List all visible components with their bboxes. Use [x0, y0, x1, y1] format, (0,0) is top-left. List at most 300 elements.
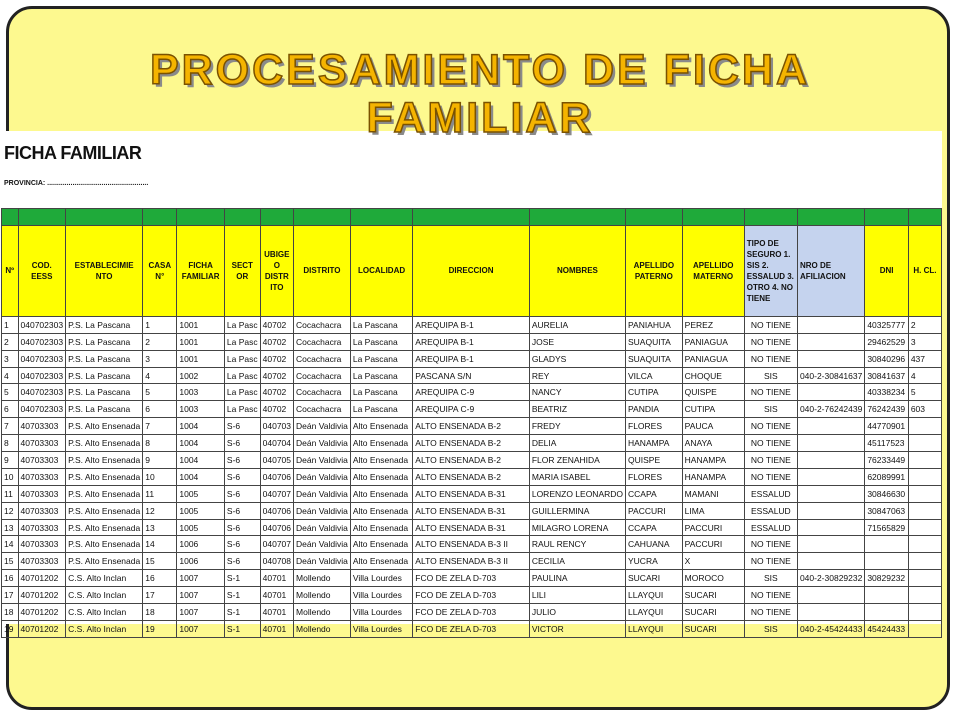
table-cell: PANIAGUA	[682, 350, 744, 367]
table-cell	[797, 587, 864, 604]
table-cell: LLAYQUI	[626, 587, 683, 604]
table-cell: 1	[143, 316, 177, 333]
table-cell: FCO DE ZELA D-703	[413, 587, 530, 604]
table-cell: GUILLERMINA	[529, 502, 625, 519]
table-cell: 11	[2, 485, 19, 502]
table-cell: 29462529	[865, 333, 909, 350]
table-cell: Deán Valdivia	[294, 502, 351, 519]
table-cell: AREQUIPA B-1	[413, 333, 530, 350]
column-header: COD. EESS	[18, 225, 66, 316]
ficha-table	[1, 208, 942, 638]
table-cell	[797, 519, 864, 536]
table-row	[2, 418, 942, 435]
table-cell: P.S. La Pascana	[66, 350, 143, 367]
table-cell	[865, 553, 909, 570]
table-cell: 19	[143, 620, 177, 637]
table-cell: JOSE	[529, 333, 625, 350]
table-cell: P.S. Alto Ensenada	[66, 435, 143, 452]
column-header: UBIGE O DISTR ITO	[260, 225, 293, 316]
column-header: DIRECCION	[413, 225, 530, 316]
table-cell: 040702303	[18, 384, 66, 401]
table-cell: BEATRIZ	[529, 401, 625, 418]
table-cell: CAHUANA	[626, 536, 683, 553]
table-row	[2, 401, 942, 418]
table-cell: 040706	[260, 468, 293, 485]
table-cell: 40701202	[18, 620, 66, 637]
table-cell: La Pascana	[350, 401, 412, 418]
table-cell: ALTO ENSENADA B-31	[413, 502, 530, 519]
table-row	[2, 350, 942, 367]
column-header: DISTRITO	[294, 225, 351, 316]
table-cell: ALTO ENSENADA B-2	[413, 452, 530, 469]
spreadsheet-image	[0, 131, 942, 634]
table-cell: Alto Ensenada	[350, 485, 412, 502]
slide-title-line-2: FAMILIAR	[366, 94, 594, 142]
table-cell: P.S. Alto Ensenada	[66, 553, 143, 570]
header-band-cell	[224, 209, 260, 226]
table-cell: SIS	[744, 401, 797, 418]
table-cell: ALTO ENSENADA B-31	[413, 519, 530, 536]
table-cell: 12	[2, 502, 19, 519]
table-cell: P.S. Alto Ensenada	[66, 418, 143, 435]
table-cell: LORENZO LEONARDO	[529, 485, 625, 502]
table-cell: 1007	[177, 620, 225, 637]
table-row	[2, 333, 942, 350]
column-header: APELLIDO PATERNO	[626, 225, 683, 316]
table-cell: NO TIENE	[744, 536, 797, 553]
table-cell: 7	[143, 418, 177, 435]
table-cell: SUCARI	[682, 587, 744, 604]
column-header: NOMBRES	[529, 225, 625, 316]
table-cell: 40338234	[865, 384, 909, 401]
table-cell: S-6	[224, 553, 260, 570]
table-cell: 16	[2, 570, 19, 587]
table-cell: Alto Ensenada	[350, 553, 412, 570]
table-cell: 1004	[177, 468, 225, 485]
table-cell: 1002	[177, 367, 225, 384]
table-cell: 40702	[260, 350, 293, 367]
table-cell: SIS	[744, 620, 797, 637]
table-cell: 14	[143, 536, 177, 553]
table-cell: 1005	[177, 485, 225, 502]
table-cell: ALTO ENSENADA B-3 II	[413, 553, 530, 570]
table-cell: S-1	[224, 587, 260, 604]
table-cell: 4	[908, 367, 941, 384]
table-cell: 1001	[177, 333, 225, 350]
table-cell	[908, 620, 941, 637]
table-cell: La Pasc	[224, 350, 260, 367]
table-cell: La Pasc	[224, 401, 260, 418]
table-cell	[908, 570, 941, 587]
table-cell: 603	[908, 401, 941, 418]
table-cell: NO TIENE	[744, 384, 797, 401]
table-cell: 2	[2, 333, 19, 350]
table-cell: PAUCA	[682, 418, 744, 435]
table-cell: 40702	[260, 316, 293, 333]
table-cell: S-6	[224, 435, 260, 452]
table-cell	[908, 587, 941, 604]
table-cell: 30846630	[865, 485, 909, 502]
table-cell: 040702303	[18, 401, 66, 418]
table-cell: Deán Valdivia	[294, 485, 351, 502]
table-cell: PACCURI	[626, 502, 683, 519]
table-row	[2, 553, 942, 570]
table-cell	[797, 435, 864, 452]
table-cell	[865, 536, 909, 553]
table-cell: FCO DE ZELA D-703	[413, 604, 530, 621]
table-cell: S-6	[224, 502, 260, 519]
table-cell: La Pascana	[350, 367, 412, 384]
table-cell: YUCRA	[626, 553, 683, 570]
header-band-cell	[413, 209, 530, 226]
table-cell: 040703	[260, 418, 293, 435]
table-cell: 040706	[260, 502, 293, 519]
table-cell: 40702	[260, 384, 293, 401]
table-cell: 40703303	[18, 519, 66, 536]
table-cell: 10	[143, 468, 177, 485]
table-cell: 1001	[177, 316, 225, 333]
table-cell: CCAPA	[626, 519, 683, 536]
column-header: ESTABLECIMIE NTO	[66, 225, 143, 316]
header-band-cell	[177, 209, 225, 226]
table-cell: S-6	[224, 468, 260, 485]
table-cell: CUTIPA	[682, 401, 744, 418]
header-band	[2, 209, 942, 226]
table-cell: 040706	[260, 519, 293, 536]
table-cell: 30847063	[865, 502, 909, 519]
table-cell: 040702303	[18, 333, 66, 350]
table-cell: 18	[143, 604, 177, 621]
table-cell: 9	[2, 452, 19, 469]
table-cell: 437	[908, 350, 941, 367]
table-cell: PEREZ	[682, 316, 744, 333]
header-band-cell	[744, 209, 797, 226]
table-cell: 45117523	[865, 435, 909, 452]
table-row	[2, 367, 942, 384]
table-cell: HANAMPA	[626, 435, 683, 452]
table-cell: 5	[143, 384, 177, 401]
table-cell: CECILIA	[529, 553, 625, 570]
table-cell: SUAQUITA	[626, 333, 683, 350]
table-cell: VILCA	[626, 367, 683, 384]
table-cell: 1007	[177, 587, 225, 604]
table-cell: NO TIENE	[744, 350, 797, 367]
table-cell: 40701202	[18, 587, 66, 604]
table-cell: 15	[143, 553, 177, 570]
table-cell: 040702303	[18, 316, 66, 333]
table-cell: Alto Ensenada	[350, 519, 412, 536]
table-cell: 10	[2, 468, 19, 485]
table-cell: LIMA	[682, 502, 744, 519]
table-cell: PACCURI	[682, 519, 744, 536]
table-cell: LILI	[529, 587, 625, 604]
table-cell: S-1	[224, 620, 260, 637]
table-cell: 17	[2, 587, 19, 604]
table-cell: C.S. Alto Inclan	[66, 620, 143, 637]
table-cell: SUCARI	[626, 570, 683, 587]
column-header: H. CL.	[908, 225, 941, 316]
table-cell: Deán Valdivia	[294, 519, 351, 536]
table-cell	[908, 418, 941, 435]
table-cell: 40701	[260, 587, 293, 604]
table-cell: PAULINA	[529, 570, 625, 587]
column-header: LOCALIDAD	[350, 225, 412, 316]
table-cell: 44770901	[865, 418, 909, 435]
table-cell: 040705	[260, 452, 293, 469]
header-row	[2, 225, 942, 316]
table-cell: C.S. Alto Inclan	[66, 570, 143, 587]
table-cell: 40702	[260, 367, 293, 384]
table-row	[2, 620, 942, 637]
table-cell: La Pascana	[350, 350, 412, 367]
table-cell: Cocachacra	[294, 367, 351, 384]
table-cell: QUISPE	[682, 384, 744, 401]
table-cell: 6	[143, 401, 177, 418]
table-cell: Alto Ensenada	[350, 536, 412, 553]
table-cell: ALTO ENSENADA B-2	[413, 468, 530, 485]
sheet-province-line: PROVINCIA: ....................................................	[4, 180, 149, 187]
column-header: TIPO DE SEGURO 1. SIS 2. ESSALUD 3. OTRO 4. NO TIENE	[744, 225, 797, 316]
table-cell: Cocachacra	[294, 401, 351, 418]
table-cell: Cocachacra	[294, 350, 351, 367]
table-cell: SUCARI	[682, 620, 744, 637]
table-cell: ALTO ENSENADA B-31	[413, 485, 530, 502]
table-cell: 18	[2, 604, 19, 621]
header-band-cell	[865, 209, 909, 226]
table-cell: HANAMPA	[682, 452, 744, 469]
table-cell	[908, 485, 941, 502]
table-cell: 40701	[260, 604, 293, 621]
table-cell: SIS	[744, 570, 797, 587]
table-cell: JULIO	[529, 604, 625, 621]
table-cell: 1	[2, 316, 19, 333]
table-cell: 1003	[177, 401, 225, 418]
table-cell: MILAGRO LORENA	[529, 519, 625, 536]
table-cell: Mollendo	[294, 620, 351, 637]
table-cell: NO TIENE	[744, 452, 797, 469]
table-cell: FCO DE ZELA D-703	[413, 620, 530, 637]
table-cell: 040707	[260, 485, 293, 502]
table-cell: ALTO ENSENADA B-2	[413, 435, 530, 452]
table-cell: 76242439	[865, 401, 909, 418]
table-cell	[797, 384, 864, 401]
table-cell: Deán Valdivia	[294, 553, 351, 570]
table-cell: Alto Ensenada	[350, 502, 412, 519]
table-cell: 13	[143, 519, 177, 536]
header-band-cell	[682, 209, 744, 226]
column-header: Nº	[2, 225, 19, 316]
table-cell: 76233449	[865, 452, 909, 469]
table-cell: FCO DE ZELA D-703	[413, 570, 530, 587]
table-row	[2, 587, 942, 604]
table-cell: C.S. Alto Inclan	[66, 587, 143, 604]
table-cell: 040702303	[18, 350, 66, 367]
table-cell: 1006	[177, 553, 225, 570]
table-cell: 62089991	[865, 468, 909, 485]
table-cell: Cocachacra	[294, 384, 351, 401]
table-cell: P.S. La Pascana	[66, 401, 143, 418]
table-cell: 1007	[177, 604, 225, 621]
table-cell	[797, 485, 864, 502]
header-band-cell	[529, 209, 625, 226]
header-band-cell	[350, 209, 412, 226]
table-cell: NANCY	[529, 384, 625, 401]
table-cell	[797, 418, 864, 435]
table-cell: 040-2-76242439	[797, 401, 864, 418]
table-row	[2, 452, 942, 469]
table-cell: 040704	[260, 435, 293, 452]
column-header: NRO DE AFILIACION	[797, 225, 864, 316]
table-cell: La Pasc	[224, 384, 260, 401]
table-cell: NO TIENE	[744, 316, 797, 333]
table-cell: PANDIA	[626, 401, 683, 418]
table-cell: CUTIPA	[626, 384, 683, 401]
table-cell: FLORES	[626, 468, 683, 485]
table-cell	[908, 553, 941, 570]
table-cell: SIS	[744, 367, 797, 384]
table-cell: 40701202	[18, 604, 66, 621]
table-cell: 1003	[177, 384, 225, 401]
table-cell: Villa Lourdes	[350, 587, 412, 604]
table-row	[2, 485, 942, 502]
table-cell	[908, 452, 941, 469]
table-cell: NO TIENE	[744, 604, 797, 621]
table-cell: S-6	[224, 485, 260, 502]
table-cell	[797, 350, 864, 367]
table-cell: P.S. Alto Ensenada	[66, 536, 143, 553]
table-cell: 40325777	[865, 316, 909, 333]
table-cell: 17	[143, 587, 177, 604]
column-header: APELLIDO MATERNO	[682, 225, 744, 316]
table-cell: SUAQUITA	[626, 350, 683, 367]
table-cell: 6	[2, 401, 19, 418]
table-cell: P.S. La Pascana	[66, 384, 143, 401]
table-cell: S-6	[224, 452, 260, 469]
table-cell	[797, 604, 864, 621]
table-cell: 1001	[177, 350, 225, 367]
table-cell: QUISPE	[626, 452, 683, 469]
table-cell: La Pascana	[350, 316, 412, 333]
header-band-cell	[797, 209, 864, 226]
table-row	[2, 570, 942, 587]
table-cell: ESSALUD	[744, 502, 797, 519]
table-cell: FREDY	[529, 418, 625, 435]
table-cell: NO TIENE	[744, 553, 797, 570]
table-row	[2, 604, 942, 621]
table-cell	[797, 316, 864, 333]
table-cell: S-6	[224, 418, 260, 435]
table-cell: X	[682, 553, 744, 570]
table-cell: Alto Ensenada	[350, 468, 412, 485]
table-cell: 12	[143, 502, 177, 519]
table-cell: AREQUIPA C-9	[413, 384, 530, 401]
table-cell: PASCANA S/N	[413, 367, 530, 384]
table-cell: 3	[908, 333, 941, 350]
table-cell: P.S. La Pascana	[66, 333, 143, 350]
table-row	[2, 468, 942, 485]
table-cell: PANIAHUA	[626, 316, 683, 333]
table-cell: 9	[143, 452, 177, 469]
column-header: SECT OR	[224, 225, 260, 316]
table-cell: La Pascana	[350, 384, 412, 401]
table-cell: C.S. Alto Inclan	[66, 604, 143, 621]
table-cell: 40703303	[18, 468, 66, 485]
table-cell: PANIAGUA	[682, 333, 744, 350]
slide-title-line-1: PROCESAMIENTO DE FICHA	[149, 46, 811, 94]
table-cell: DELIA	[529, 435, 625, 452]
table-cell: 4	[143, 367, 177, 384]
table-cell	[797, 452, 864, 469]
table-cell: 40702	[260, 401, 293, 418]
header-band-cell	[66, 209, 143, 226]
table-cell: 45424433	[865, 620, 909, 637]
table-cell: RAUL RENCY	[529, 536, 625, 553]
header-band-cell	[2, 209, 19, 226]
table-cell: P.S. La Pascana	[66, 367, 143, 384]
table-row	[2, 519, 942, 536]
table-cell: Alto Ensenada	[350, 452, 412, 469]
table-cell: P.S. Alto Ensenada	[66, 502, 143, 519]
table-cell: 15	[2, 553, 19, 570]
table-cell: La Pasc	[224, 367, 260, 384]
table-cell: 30840296	[865, 350, 909, 367]
table-cell: 40703303	[18, 418, 66, 435]
table-cell: 1004	[177, 435, 225, 452]
sheet-title: FICHA FAMILIAR	[4, 143, 142, 163]
table-row	[2, 536, 942, 553]
table-cell: 040-2-45424433	[797, 620, 864, 637]
header-band-cell	[626, 209, 683, 226]
table-cell: Deán Valdivia	[294, 452, 351, 469]
table-cell: 40701	[260, 570, 293, 587]
table-cell: Mollendo	[294, 604, 351, 621]
table-cell: 13	[2, 519, 19, 536]
table-cell: 19	[2, 620, 19, 637]
table-cell: REY	[529, 367, 625, 384]
table-cell: S-6	[224, 536, 260, 553]
table-cell: FLOR ZENAHIDA	[529, 452, 625, 469]
table-row	[2, 502, 942, 519]
table-cell: 040702303	[18, 367, 66, 384]
table-cell: AURELIA	[529, 316, 625, 333]
table-cell: 40703303	[18, 536, 66, 553]
table-cell: 1004	[177, 452, 225, 469]
header-band-cell	[143, 209, 177, 226]
table-cell: La Pasc	[224, 316, 260, 333]
table-cell: ALTO ENSENADA B-3 II	[413, 536, 530, 553]
table-cell: VICTOR	[529, 620, 625, 637]
table-cell: Cocachacra	[294, 316, 351, 333]
table-cell: 1005	[177, 519, 225, 536]
table-cell: CCAPA	[626, 485, 683, 502]
table-cell: 30829232	[865, 570, 909, 587]
table-cell: 40703303	[18, 502, 66, 519]
table-cell: 40701202	[18, 570, 66, 587]
table-cell: P.S. Alto Ensenada	[66, 485, 143, 502]
table-cell	[865, 604, 909, 621]
table-cell: S-1	[224, 604, 260, 621]
table-cell: AREQUIPA C-9	[413, 401, 530, 418]
table-cell	[797, 553, 864, 570]
table-cell	[797, 468, 864, 485]
table-cell	[908, 519, 941, 536]
data-table-wrapper	[1, 208, 942, 638]
table-cell: NO TIENE	[744, 333, 797, 350]
table-cell: 8	[143, 435, 177, 452]
table-cell	[908, 468, 941, 485]
table-cell: LLAYQUI	[626, 604, 683, 621]
table-cell: NO TIENE	[744, 418, 797, 435]
